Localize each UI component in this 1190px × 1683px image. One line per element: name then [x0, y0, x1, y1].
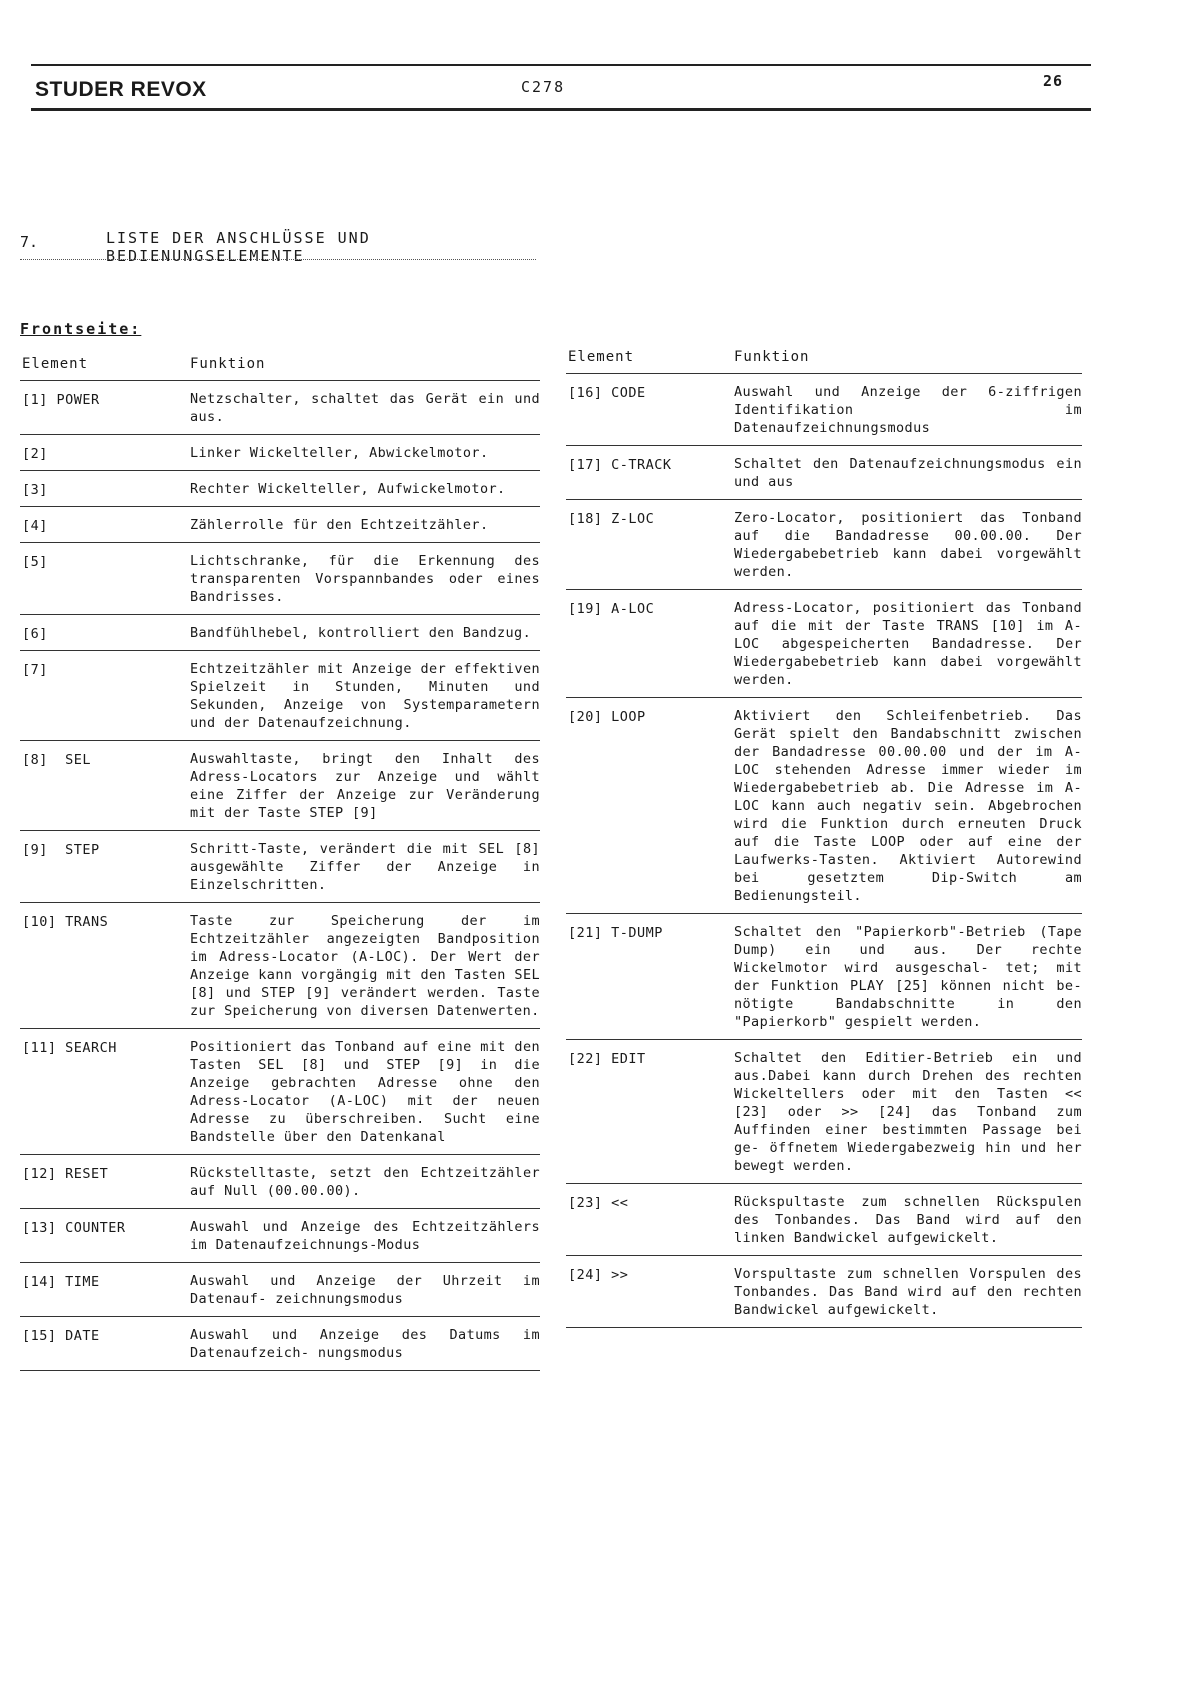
table-header: [20, 354, 540, 381]
function-description: Lichtschranke, für die Erkennung des transparenten Vorspannbandes oder eines Bandrisses.: [190, 553, 540, 605]
table-row: [20, 831, 540, 903]
function-description: Vorspultaste zum schnellen Vorspulen des Tonbandes. Das Band wird auf den rechten Bandwickel aufgewickelt.: [734, 1266, 1082, 1318]
element-label: [22] EDIT: [568, 1051, 646, 1067]
table-row: [20, 543, 540, 615]
function-description: Adress-Locator, positioniert das Tonband auf die mit der Taste TRANS [10] im A-LOC abgespeicherten Bandadresse. Der Wiedergabebetrieb kann dabei vorgewählt werden.: [734, 600, 1082, 688]
table-row: [20, 1029, 540, 1155]
section-title-underline: [20, 259, 536, 260]
function-description: Schaltet den Datenaufzeichnungsmodus ein und aus: [734, 456, 1082, 490]
function-description: Schritt-Taste, verändert die mit SEL [8] ausgewählte Ziffer der Anzeige in Einzelschritten.: [190, 841, 540, 893]
table-row: [20, 507, 540, 543]
header-function: Funktion: [190, 356, 266, 372]
function-description: Rechter Wickelteller, Aufwickelmotor.: [190, 481, 506, 497]
element-label: [8] SEL: [22, 752, 92, 768]
page-number: 26: [1042, 72, 1063, 90]
table-row: [566, 374, 1082, 446]
element-label: [21] T-DUMP: [568, 925, 663, 941]
element-label: [5]: [22, 554, 48, 570]
table-row: [20, 651, 540, 741]
element-label: [7]: [22, 662, 48, 678]
function-description: Bandfühlhebel, kontrolliert den Bandzug.: [190, 625, 532, 641]
function-description: Auswahl und Anzeige des Echtzeitzählers im Datenaufzeichnungs-Modus: [190, 1219, 540, 1253]
function-description: Aktiviert den Schleifenbetrieb. Das Gerät spielt den Bandabschnitt zwischen der Bandadresse 00.00.00 und der im A-LOC stehenden Adresse immer wieder im Wiedergabebetrieb ab. Die Adresse im A-LOC kann auch negativ sein. Abgebrochen wird die Funktion durch erneuten Druck auf die Taste LOOP oder auf eine der Laufwerks-Tasten. Aktiviert Autorewind bei gesetztem Dip-Switch am Bedienungsteil.: [734, 708, 1082, 904]
function-description: Rückspultaste zum schnellen Rückspulen des Tonbandes. Das Band wird auf den linken Bandwickel aufgewickelt.: [734, 1194, 1082, 1246]
element-label: [13] COUNTER: [22, 1220, 126, 1236]
function-description: Linker Wickelteller, Abwickelmotor.: [190, 445, 489, 461]
element-label: [23] <<: [568, 1195, 629, 1211]
function-description: Rückstelltaste, setzt den Echtzeitzähler auf Null (00.00.00).: [190, 1165, 540, 1199]
table-header: [566, 347, 1082, 374]
function-description: Auswahltaste, bringt den Inhalt des Adress-Locators zur Anzeige und wählt eine Ziffer der Anzeige zur Veränderung mit der Taste STEP [9]: [190, 751, 540, 821]
left-column-table: [20, 354, 540, 1371]
element-label: [9] STEP: [22, 842, 100, 858]
element-label: [1] POWER: [22, 392, 100, 408]
element-label: [15] DATE: [22, 1328, 100, 1344]
function-description: Zählerrolle für den Echtzeitzähler.: [190, 517, 489, 533]
brand-logo: STUDER REVOX: [35, 78, 207, 101]
header-function: Funktion: [734, 349, 810, 365]
table-row: [20, 1263, 540, 1317]
header-element: Element: [22, 356, 89, 372]
function-description: Auswahl und Anzeige der 6-ziffrigen Identifikation im Datenaufzeichnungsmodus: [734, 384, 1082, 436]
page-header: [31, 64, 1091, 111]
right-entries-list: [566, 374, 1082, 1328]
function-description: Schaltet den "Papierkorb"-Betrieb (Tape Dump) ein und aus. Der rechte Wickelmotor wird ausgeschal- tet; mit der Funktion PLAY [25] können nicht be- nötigte Bandabschnitte in den "Papierkorb" gespielt werden.: [734, 924, 1082, 1030]
table-row: [20, 741, 540, 831]
function-description: Zero-Locator, positioniert das Tonband auf die Bandadresse 00.00.00. Der Wiedergabebetrieb kann dabei vorgewählt werden.: [734, 510, 1082, 580]
table-row: [566, 914, 1082, 1040]
header-element: Element: [568, 349, 635, 365]
table-row: [566, 500, 1082, 590]
function-description: Echtzeitzähler mit Anzeige der effektiven Spielzeit in Stunden, Minuten und Sekunden, Anzeige von Systemparametern und der Datenaufzeichnung.: [190, 661, 540, 731]
function-description: Positioniert das Tonband auf eine mit den Tasten SEL [8] und STEP [9] in die Anzeige gebrachten Adresse ohne den Adress-Locator (A-LOC) mit der neuen Adresse zu überschreiben. Sucht eine Bandstelle über den Datenkanal: [190, 1039, 540, 1145]
element-label: [20] LOOP: [568, 709, 646, 725]
element-label: [4]: [22, 518, 48, 534]
table-row: [20, 615, 540, 651]
element-label: [16] CODE: [568, 385, 646, 401]
table-row: [566, 1184, 1082, 1256]
element-label: [2]: [22, 446, 48, 462]
section-number: 7.: [20, 233, 39, 251]
left-entries-list: [20, 381, 540, 1371]
function-description: Schaltet den Editier-Betrieb ein und aus.Dabei kann durch Drehen des rechten Wickeltellers oder mit den Tasten << [23] oder >> [24] das Tonband zum Auffinden einer bestimmten Passage bei ge- öffnetem Wiedergabezweig hin und her bewegt werden.: [734, 1050, 1082, 1174]
function-description: Auswahl und Anzeige der Uhrzeit im Datenauf- zeichnungsmodus: [190, 1273, 540, 1307]
table-row: [20, 1209, 540, 1263]
table-row: [566, 446, 1082, 500]
subheading-frontseite: Frontseite:: [20, 320, 142, 338]
section-title: LISTE DER ANSCHLÜSSE UND BEDIENUNGSELEMENTE: [106, 229, 371, 265]
model-number: C278: [521, 78, 566, 96]
element-label: [10] TRANS: [22, 914, 109, 930]
element-label: [6]: [22, 626, 48, 642]
function-description: Taste zur Speicherung der im Echtzeitzähler angezeigten Bandposition im Adress-Locator (A-LOC). Der Wert der Anzeige kann vorgängig mit den Tasten SEL [8] und STEP [9] verändert werden. Taste zur Speicherung von diversen Datenwerten.: [190, 913, 540, 1019]
table-row: [20, 1317, 540, 1371]
function-description: Netzschalter, schaltet das Gerät ein und aus.: [190, 391, 540, 425]
function-description: Auswahl und Anzeige des Datums im Datenaufzeich- nungsmodus: [190, 1327, 540, 1361]
table-row: [20, 471, 540, 507]
element-label: [24] >>: [568, 1267, 629, 1283]
table-row: [20, 903, 540, 1029]
table-row: [566, 590, 1082, 698]
element-label: [14] TIME: [22, 1274, 100, 1290]
table-row: [20, 381, 540, 435]
table-row: [20, 1155, 540, 1209]
element-label: [18] Z-LOC: [568, 511, 655, 527]
element-label: [17] C-TRACK: [568, 457, 672, 473]
right-column-table: [566, 347, 1082, 1328]
element-label: [12] RESET: [22, 1166, 109, 1182]
element-label: [3]: [22, 482, 48, 498]
table-row: [566, 1040, 1082, 1184]
element-label: [19] A-LOC: [568, 601, 655, 617]
element-label: [11] SEARCH: [22, 1040, 117, 1056]
table-row: [20, 435, 540, 471]
table-row: [566, 698, 1082, 914]
table-row: [566, 1256, 1082, 1328]
